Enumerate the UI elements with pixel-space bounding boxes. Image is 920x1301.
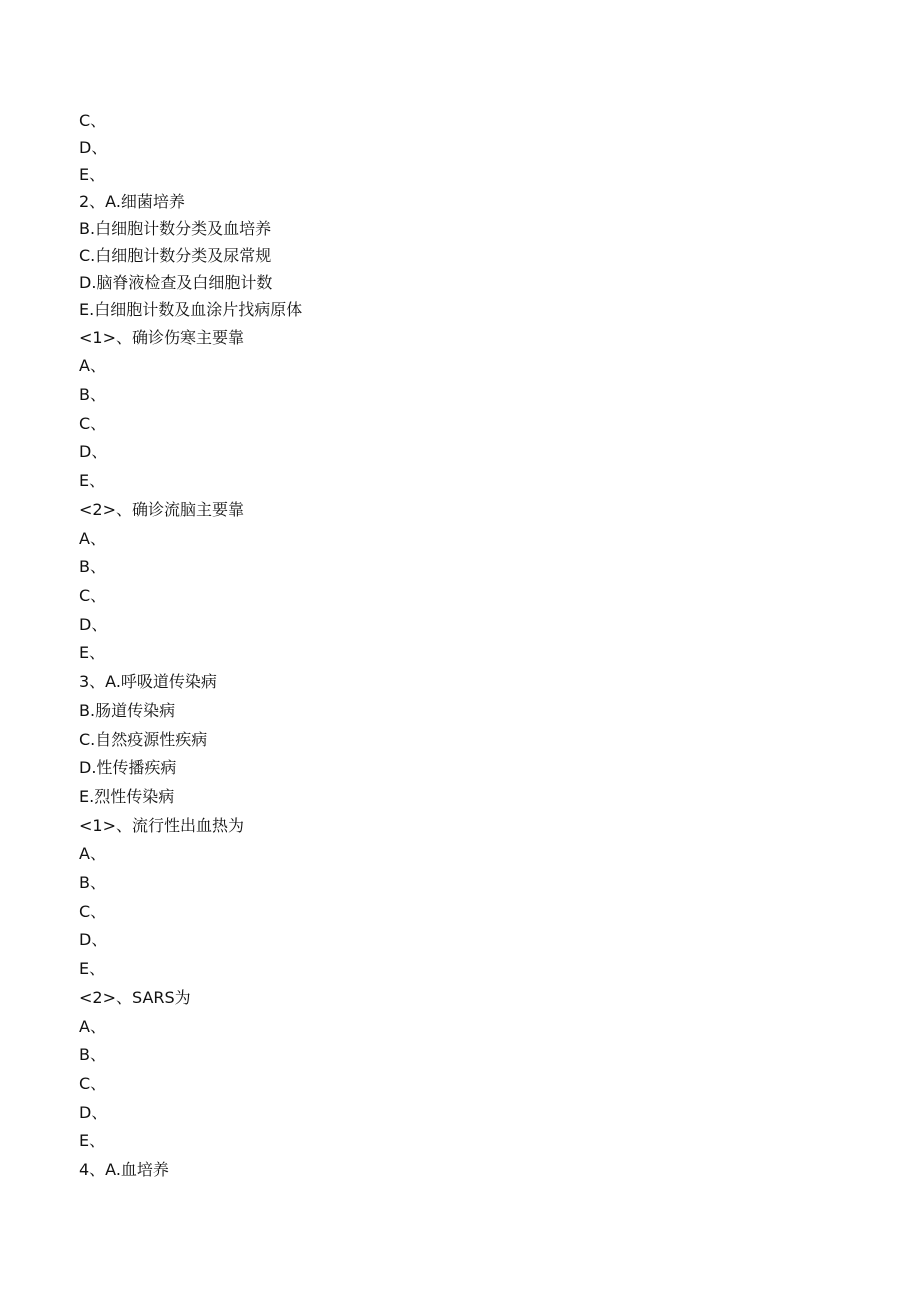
answer-option-a: A、 — [79, 529, 106, 548]
question-4-stem: 4、A.血培养 — [79, 1160, 169, 1179]
answer-option-b: B、 — [79, 1045, 106, 1064]
answer-option-a: A、 — [79, 356, 106, 375]
sub-question-3-1: <1>、流行性出血热为 — [79, 816, 244, 835]
question-2-option-c: C.白细胞计数分类及尿常规 — [79, 246, 272, 265]
answer-option-e: E、 — [79, 643, 106, 662]
question-3-option-d: D.性传播疾病 — [79, 758, 177, 777]
answer-option-a: A、 — [79, 1017, 106, 1036]
answer-option-d: D、 — [79, 930, 108, 949]
answer-option-b: B、 — [79, 557, 106, 576]
question-2-option-d: D.脑脊液检查及白细胞计数 — [79, 273, 273, 292]
question-3-option-c: C.自然疫源性疾病 — [79, 730, 208, 749]
answer-option-e: E、 — [79, 1131, 106, 1150]
question-2-option-e: E.白细胞计数及血涂片找病原体 — [79, 300, 303, 319]
answer-option-c: C、 — [79, 586, 107, 605]
sub-question-3-2: <2>、SARS为 — [79, 988, 191, 1007]
sub-question-2-1: <1>、确诊伤寒主要靠 — [79, 328, 244, 347]
question-3-option-b: B.肠道传染病 — [79, 701, 176, 720]
answer-option-d: D、 — [79, 1103, 108, 1122]
answer-option-c: C、 — [79, 902, 107, 921]
answer-option-e: E、 — [79, 471, 106, 490]
text-line: C、 — [79, 111, 107, 130]
question-3-option-e: E.烈性传染病 — [79, 787, 175, 806]
text-line: E、 — [79, 165, 106, 184]
answer-option-d: D、 — [79, 442, 108, 461]
answer-option-b: B、 — [79, 385, 106, 404]
question-3-stem: 3、A.呼吸道传染病 — [79, 672, 217, 691]
answer-option-e: E、 — [79, 959, 106, 978]
question-2-option-b: B.白细胞计数分类及血培养 — [79, 219, 272, 238]
sub-question-2-2: <2>、确诊流脑主要靠 — [79, 500, 244, 519]
answer-option-c: C、 — [79, 1074, 107, 1093]
answer-option-a: A、 — [79, 844, 106, 863]
text-line: D、 — [79, 138, 108, 157]
answer-option-c: C、 — [79, 414, 107, 433]
question-2-stem: 2、A.细菌培养 — [79, 192, 185, 211]
answer-option-d: D、 — [79, 615, 108, 634]
answer-option-b: B、 — [79, 873, 106, 892]
